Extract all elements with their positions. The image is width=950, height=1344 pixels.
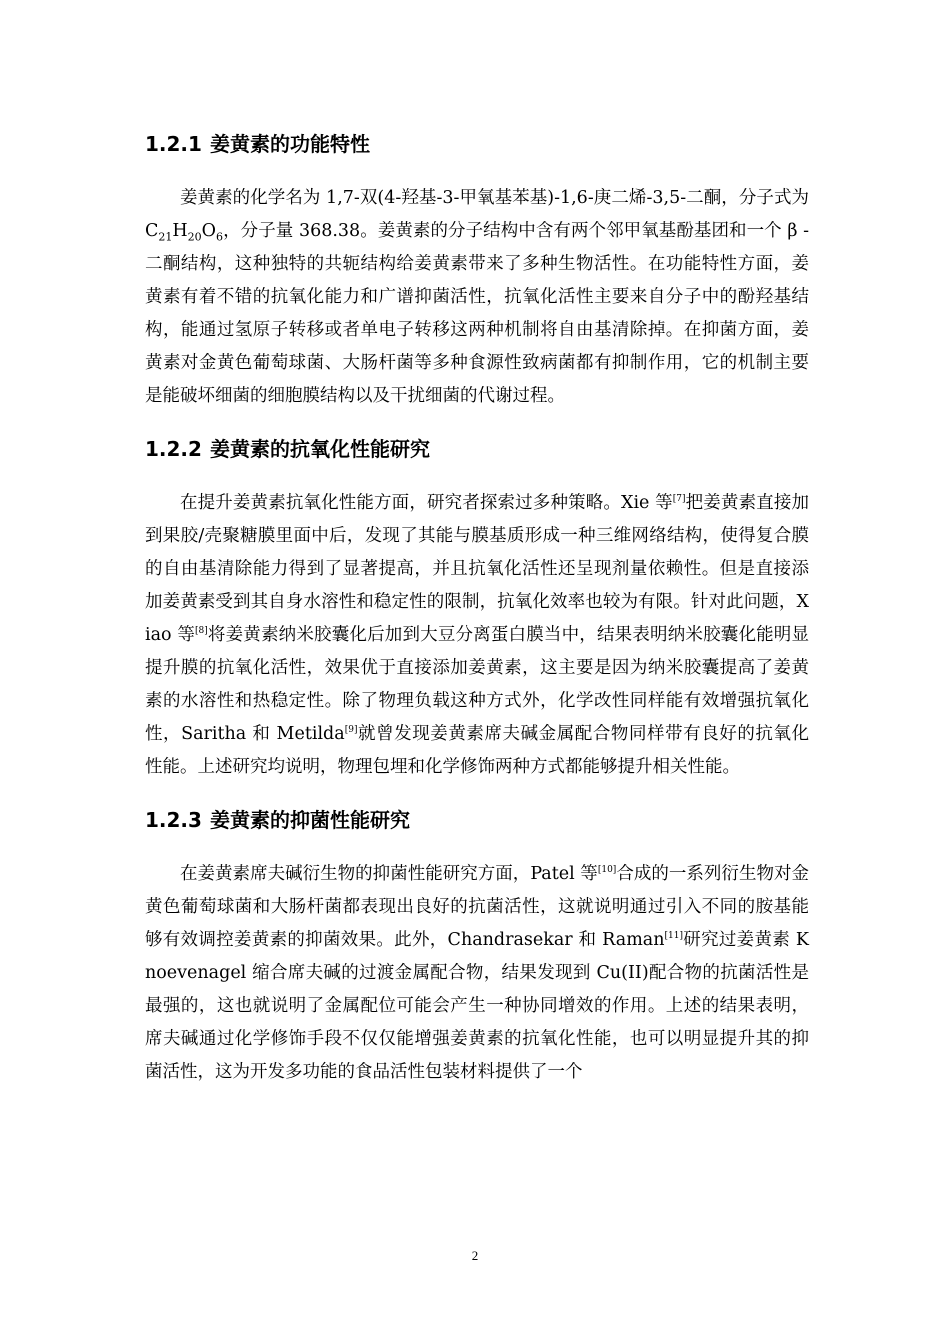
paragraph-text: 合成的一系列衍生物对金黄色葡萄球菌和大肠杆菌都表现出良好的抗菌活性，这就说明通过引入不同的胺基能够有效调控姜黄素的抑菌效果。此外，Chandrasekar 和 Raman xyxy=(145,864,809,950)
paragraph-text: 就曾发现姜黄素席夫碱金属配合物同样带有良好的抗氧化性能。上述研究均说明，物理包埋和化学修饰两种方式都能够提升相关性能。 xyxy=(145,724,810,777)
section-heading-1-2-1 xyxy=(145,122,809,166)
citation-ref[interactable]: [9] xyxy=(344,725,358,736)
section-number: 1.2.2 xyxy=(145,437,202,461)
section-title: 姜黄素的抑菌性能研究 xyxy=(209,808,410,832)
section-title: 姜黄素的功能特性 xyxy=(209,132,370,156)
section-title: 姜黄素的抗氧化性能研究 xyxy=(209,437,430,461)
paragraph-text: 在姜黄素席夫碱衍生物的抑菌性能研究方面，Patel 等 xyxy=(180,864,598,884)
page-number: 2 xyxy=(471,1248,479,1263)
paragraph-text: H xyxy=(172,221,188,241)
section-paragraph xyxy=(145,182,809,413)
formula-subscript: 21 xyxy=(158,230,173,244)
paragraph-text: 在提升姜黄素抗氧化性能方面，研究者探索过多种策略。Xie 等 xyxy=(180,493,673,513)
formula-subscript: 6 xyxy=(216,230,224,244)
section-paragraph xyxy=(145,487,809,784)
citation-ref[interactable]: [7] xyxy=(672,494,686,505)
paragraph-text: 研究过姜黄素 Knoevenagel 缩合席夫碱的过渡金属配合物，结果发现到 Cu(II)配合物的抗菌活性是最强的，这也就说明了金属配位可能会产生一种协同增效的作用。上述的结果表明，席夫碱通过化学修饰手段不仅仅能增强姜黄素的抗氧化性能，也可以明显提升其的抑菌活性，这为开发多功能的食品活性包装材料提供了一个 xyxy=(145,930,810,1082)
paragraph-text: 将姜黄素纳米胶囊化后加到大豆分离蛋白膜当中，结果表明纳米胶囊化能明显提升膜的抗氧化活性，效果优于直接添加姜黄素，这主要是因为纳米胶囊提高了姜黄素的水溶性和热稳定性。除了物理负载这种方式外，化学改性同样能有效增强抗氧化性，Saritha 和 Metilda xyxy=(145,625,809,744)
section-number: 1.2.1 xyxy=(145,132,202,156)
paragraph-text: O xyxy=(201,221,217,241)
section-number: 1.2.3 xyxy=(145,808,202,832)
formula-subscript: 20 xyxy=(187,230,202,244)
section-heading-1-2-3 xyxy=(145,798,809,842)
paragraph-text: 把姜黄素直接加到果胶/壳聚糖膜里面中后，发现了其能与膜基质形成一种三维网络结构，使得复合膜的自由基清除能力得到了显著提高，并且抗氧化活性还呈现剂量依赖性。但是直接添加姜黄素受到其自身水溶性和稳定性的限制，抗氧化效率也较为有限。针对此问题，Xiao 等 xyxy=(145,493,809,645)
section-heading-1-2-2 xyxy=(145,427,809,471)
citation-ref[interactable]: [10] xyxy=(597,865,617,876)
citation-ref[interactable]: [11] xyxy=(664,931,683,942)
paragraph-text: 姜黄素的化学名为 1,7-双(4-羟基-3-甲氧基苯基)-1,6-庚二烯-3,5-二酮，分子式为 C xyxy=(145,188,809,241)
citation-ref[interactable]: [8] xyxy=(195,626,208,637)
section-paragraph xyxy=(145,858,809,1089)
paragraph-text: ，分子量 368.38。姜黄素的分子结构中含有两个邻甲氧基酚基团和一个 β -二酮结构，这种独特的共轭结构给姜黄素带来了多种生物活性。在功能特性方面，姜黄素有着不错的抗氧化能力和广谱抑菌活性，抗氧化活性主要来自分子中的酚羟基结构，能通过氢原子转移或者单电子转移这两种机制将自由基清除掉。在抑菌方面，姜黄素对金黄色葡萄球菌、大肠杆菌等多种食源性致病菌都有抑制作用，它的机制主要是能破坏细菌的细胞膜结构以及干扰细菌的代谢过程。 xyxy=(145,221,809,406)
page-content xyxy=(145,122,809,1103)
